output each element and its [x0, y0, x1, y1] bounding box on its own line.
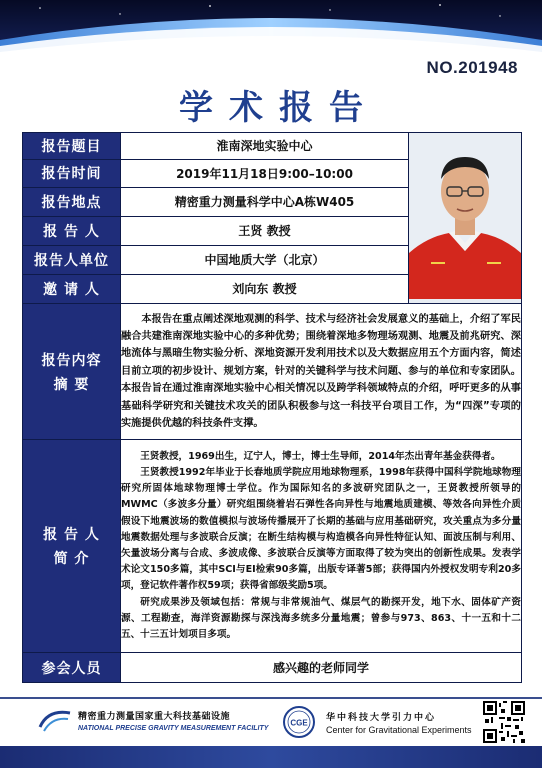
place-value: 精密重力测量科学中心A栋W405	[121, 187, 409, 216]
page-title: 学术报告	[179, 88, 379, 128]
abstract-label	[23, 304, 121, 440]
qr-code-icon	[483, 701, 525, 743]
facility-name-en: NATIONAL PRECISE GRAVITY MEASUREMENT FACILITY	[78, 724, 269, 732]
center-block	[282, 705, 472, 739]
attendees-value: 感兴趣的老师同学	[121, 653, 522, 683]
speaker-value: 王贤 教授	[121, 216, 409, 245]
speaker-photo	[409, 133, 522, 304]
abstract-label-line2: 摘 要	[53, 376, 90, 393]
bio-paragraph: 研究成果涉及领域包括：常规与非常规油气、煤层气的勘探开发，地下水、固体矿产资源、工程勘查，海洋资源勘探与深浅海多统多分量地震；曾参与973、863、十一五和十二五、十三五计划项目多项。	[121, 596, 521, 641]
qr-code	[483, 701, 525, 743]
place-label: 报告地点	[23, 187, 121, 216]
topic-label: 报告题目	[23, 133, 121, 160]
time-value: 2019年11月18日9:00–10:00	[121, 159, 409, 187]
affiliation-value: 中国地质大学（北京）	[121, 245, 409, 274]
bio-paragraph: 王贤教授，1969出生，辽宁人，博士，博士生导师，2014年杰出青年基金获得者。	[140, 450, 501, 462]
footer	[0, 699, 542, 746]
report-number: NO.201948	[426, 58, 518, 77]
facility-name-cn: 精密重力测量国家重大科技基础设施	[78, 711, 231, 722]
inviter-value: 刘向东 教授	[121, 274, 409, 303]
center-name-cn: 华中科技大学引力中心	[326, 712, 437, 723]
footer-band	[0, 746, 542, 768]
center-name-en: Center for Gravitational Experiments	[326, 724, 472, 735]
bio-paragraph: 王贤教授1992年毕业于长春地质学院应用地球物理系，1998年获得中国科学院地球物理研究所固体地球物理博士学位。作为国际知名的多波研究团队之一，王贤教授所领导的MWMC（多波多分量）研究组围绕着岩石弹性各向异性与地震地质建模、等效各向异性介质假设下地震波场的数值模拟与波场传播展开了长期的基础与应用基础研究，攻关重点为多分量地震数据处理与多波联合反演；在断生结构模与构造模各向异性特征认知、面波压制与利用、矢量波场分离与合成、多波成像、多波联合反演等方面取得了较为突出的创新性成果。发表学术论文150多篇，其中SCI与EI检索90多篇，出版专译著5部；获得国内外授权发明专利20多项，登记软件著作权59项；获得省部级奖励5项。	[121, 466, 521, 592]
bio-text	[121, 440, 522, 653]
abstract-paragraph: 本报告在重点阐述深地观测的科学、技术与经济社会发展意义的基础上，介绍了军民融合共建淮南深地实验中心的多种优势；围绕着深地多物理场观测、地震及前兆研究、深地流体与黑暗生物实验分析、深地资源开发利用技术以及大数据应用五个方面内容，简述目前立项的初步设计、规划方案，针对的关键科学与技术问题、参与的单位和专家团队。本报告旨在通过淮南深地实验中心相关情况以及跨学科领域特点的介绍，呼吁更多的从事基础科学研究和关键技术攻关的团队积极参与这一科技平台项目工作，为“四深”专项的实施提供优越的科技条件支撑。	[121, 313, 521, 430]
bio-label-line2: 简 介	[53, 551, 90, 567]
bio-label-line1: 报 告 人	[43, 527, 100, 543]
header-banner	[0, 0, 542, 58]
abstract-label-line1: 报告内容	[41, 352, 102, 369]
topic-value: 淮南深地实验中心	[121, 133, 409, 160]
inviter-label: 邀 请 人	[23, 274, 121, 303]
portrait-image	[409, 133, 521, 299]
facility-logo-icon	[38, 707, 72, 733]
bio-label	[23, 440, 121, 653]
cge-logo-text: CGE	[290, 718, 308, 728]
time-label: 报告时间	[23, 159, 121, 187]
attendees-label: 参会人员	[23, 653, 121, 683]
abstract-text	[121, 304, 522, 440]
info-table	[22, 132, 522, 683]
affiliation-label: 报告人单位	[23, 245, 121, 274]
facility-block	[38, 707, 268, 733]
speaker-label: 报 告 人	[23, 216, 121, 245]
cge-logo-icon	[282, 705, 316, 739]
